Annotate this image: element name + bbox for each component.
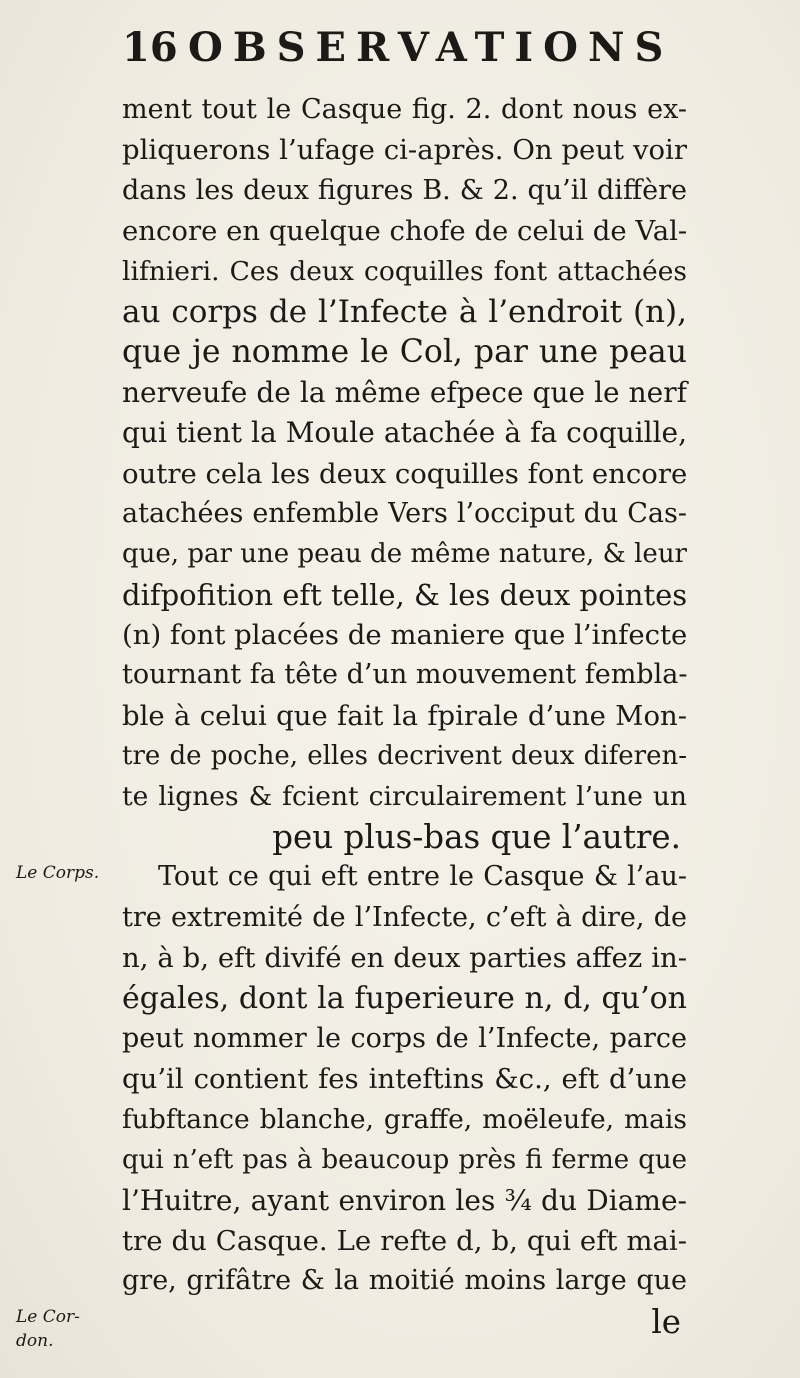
text-line: fubftance blanche, graffe, moëleufe, mais [122,1103,687,1135]
text-line: te lignes & fcient circulairement l’une un [122,780,687,812]
text-line: au corps de l’Infecte à l’endroit (n), [122,293,687,330]
margin-note-le-cordon-1: Le Cor- [16,1307,80,1327]
text-line: tre extremité de l’Infecte, c’eft à dire, de [122,901,687,933]
text-line: encore en quelque chofe de celui de Val- [122,215,688,248]
text-line: ment tout le Casque fig. 2. dont nous ex- [122,94,687,125]
text-line: difpofition eft telle, & les deux pointes [122,577,688,612]
text-line: peut nommer le corps de l’Infecte, parce [122,1022,687,1054]
text-line: n, à b, eft divifé en deux parties affez in- [122,942,687,975]
text-line: pliquerons l’ufage ci-après. On peut voir [122,134,687,167]
page-number: 16 [122,24,178,71]
text-line: lifnieri. Ces deux coquilles font attachées [122,255,687,287]
text-line: gre, grifâtre & la moitié moins large que [122,1265,687,1297]
text-line: (n) font placées de maniere que l’infecte [122,619,688,652]
text-line: nerveufe de la même efpece que le nerf [122,375,687,409]
margin-note-le-corps: Le Corps. [16,863,100,883]
text-line: tre du Casque. Le refte d, b, qui eft mai- [122,1224,687,1257]
text-line: que, par une peau de même nature, & leur [122,539,687,570]
text-line: tre de poche, elles decrivent deux diferen- [122,741,687,772]
text-line: que je nomme le Col, par une peau [122,334,687,371]
catchword: le [651,1302,681,1341]
text-line-paragraph-end: peu plus-bas que l’autre. [272,818,681,857]
text-line: qui tient la Moule atachée à fa coquille, [122,416,687,450]
text-line: égales, dont la fuperieure n, d, qu’on [122,980,687,1016]
running-title: OBSERVATIONS [188,24,674,71]
text-line: qu’il contient fes inteftins &c., eft d’une [122,1063,687,1096]
text-line: outre cela les deux coquilles font encore [122,457,688,490]
text-line: ble à celui que fait la fpirale d’une Mon- [122,699,687,732]
text-line-paragraph-start: Tout ce qui eft entre le Casque & l’au- [158,861,687,893]
text-line: qui n’eft pas à beaucoup près fi ferme que [122,1145,687,1176]
body-text [122,90,687,1342]
margin-note-le-cordon-2: don. [16,1331,54,1351]
text-line: tournant fa tête d’un mouvement fembla- [122,659,688,691]
text-line: atachées enfemble Vers l’occiput du Cas- [122,497,687,529]
page-header [122,18,682,78]
text-line: dans les deux figures B. & 2. qu’il diffère [122,174,687,206]
text-line: l’Huitre, ayant environ les ¾ du Diame- [122,1183,687,1217]
